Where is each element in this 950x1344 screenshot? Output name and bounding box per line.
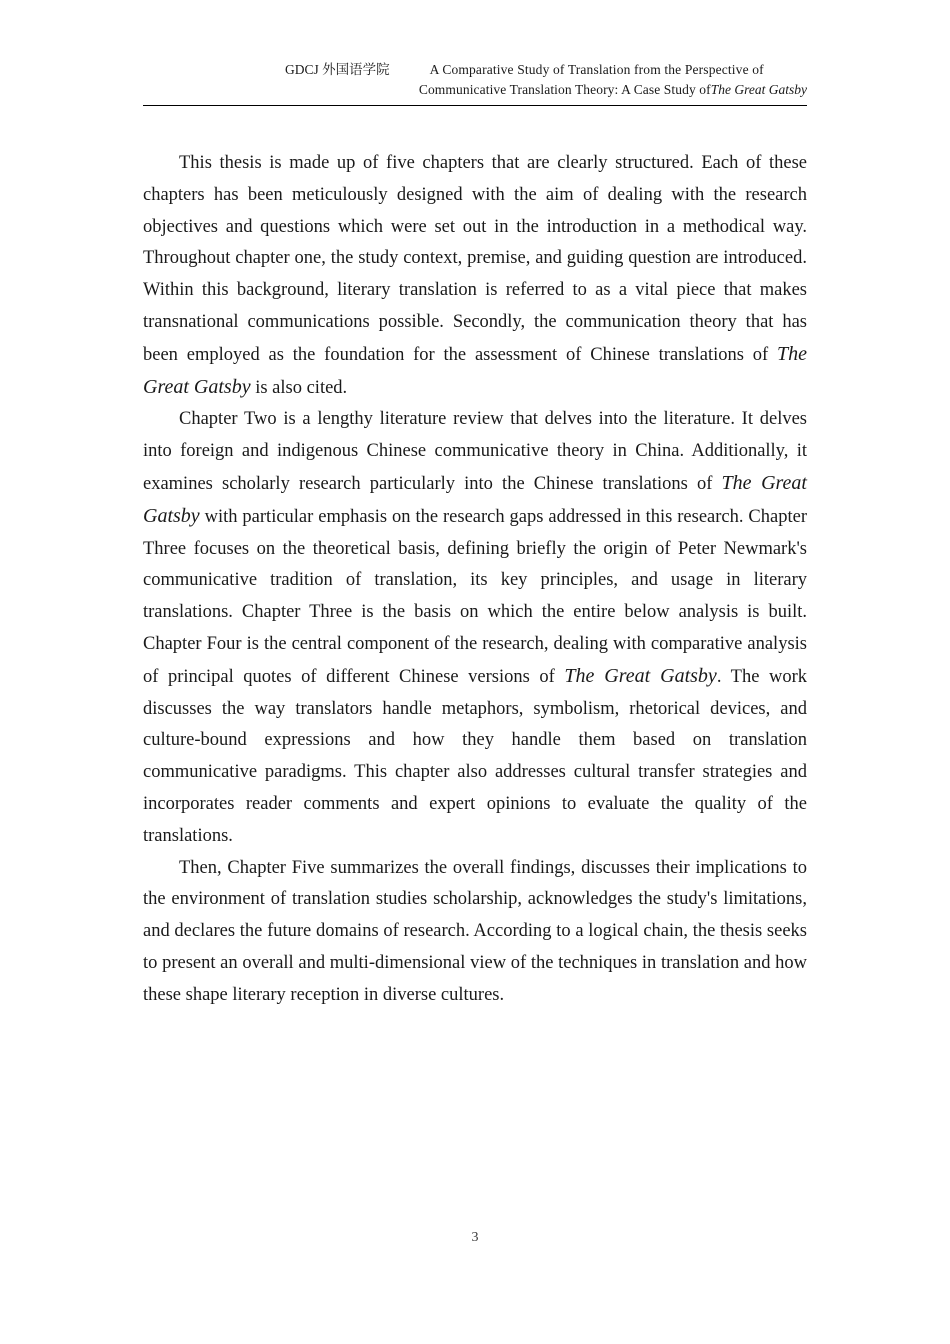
paragraph-two (143, 404, 807, 852)
page-number: 3 (471, 1230, 479, 1245)
paragraph-three-text: Then, Chapter Five summarizes the overall findings, discusses their implications to the environment of translation studies scholarship, acknowledges the study's limitations, and declares the future domains of research. According to a logical chain, the thesis seeks to present an overall and multi-dimensional view of the techniques in translation and how these shape literary reception in diverse cultures. (143, 857, 807, 1005)
paragraph-two-text-part-1: Chapter Two is a lengthy literature review that delves into the literature. It delves into foreign and indigenous Chinese communicative theory in China. Additionally, it examines scholarly research particularly into the Chinese translations of (143, 409, 807, 494)
paragraph-one-text-part-2: is also cited. (250, 377, 348, 398)
paragraph-two-book-title-1: The Great Gatsby (143, 471, 807, 527)
header-title-line-1: A Comparative Study of Translation from the Perspective of (429, 62, 764, 77)
paragraph-two-book-title-2: The Great Gatsby (564, 664, 717, 687)
header-line-1 (143, 60, 807, 80)
paragraph-three (143, 853, 807, 1012)
paragraph-one-text-part-1: This thesis is made up of five chapters that are clearly structured. Each of these chapters has been meticulously designed with the aim of dealing with the research objectives and questions which were set out in the introduction in a methodical way. Throughout chapter one, the study context, premise, and guiding question are introduced. Within this background, literary translation is referred to as a vital piece that makes transnational communications possible. Secondly, the communication theory that has been employed as the foundation for the assessment of Chinese translations of (143, 153, 807, 365)
paragraph-two-text-part-2: with particular emphasis on the research gaps addressed in this research. Chapter Three focuses on the theoretical basis, defining briefly the origin of Peter Newmark's communicative tradition of translation, its key principles, and usage in literary translations. Chapter Three is the basis on which the entire below analysis is built. Chapter Four is the central component of the research, dealing with comparative analysis of principal quotes of different Chinese versions of (143, 506, 807, 687)
header-book-title: The Great Gatsby (710, 82, 807, 97)
paragraph-one (143, 148, 807, 404)
running-header (143, 60, 807, 100)
body-text-column (143, 148, 807, 1012)
paragraph-one-book-title-1: The Great Gatsby (143, 342, 807, 398)
header-title-line-2-prefix: Communicative Translation Theory: A Case Study of (418, 82, 711, 97)
header-divider-rule (143, 105, 807, 106)
paragraph-two-text-part-3: . The work discusses the way translators handle metaphors, symbolism, rhetorical devices, and culture-bound expressions and how they handle them based on translation communicative paradigms. This chapter also addresses cultural transfer strategies and incorporates reader comments and expert opinions to evaluate the quality of the translations. (143, 666, 808, 846)
header-line-2 (143, 80, 807, 100)
header-organization: GDCJ 外国语学院 (285, 62, 390, 77)
